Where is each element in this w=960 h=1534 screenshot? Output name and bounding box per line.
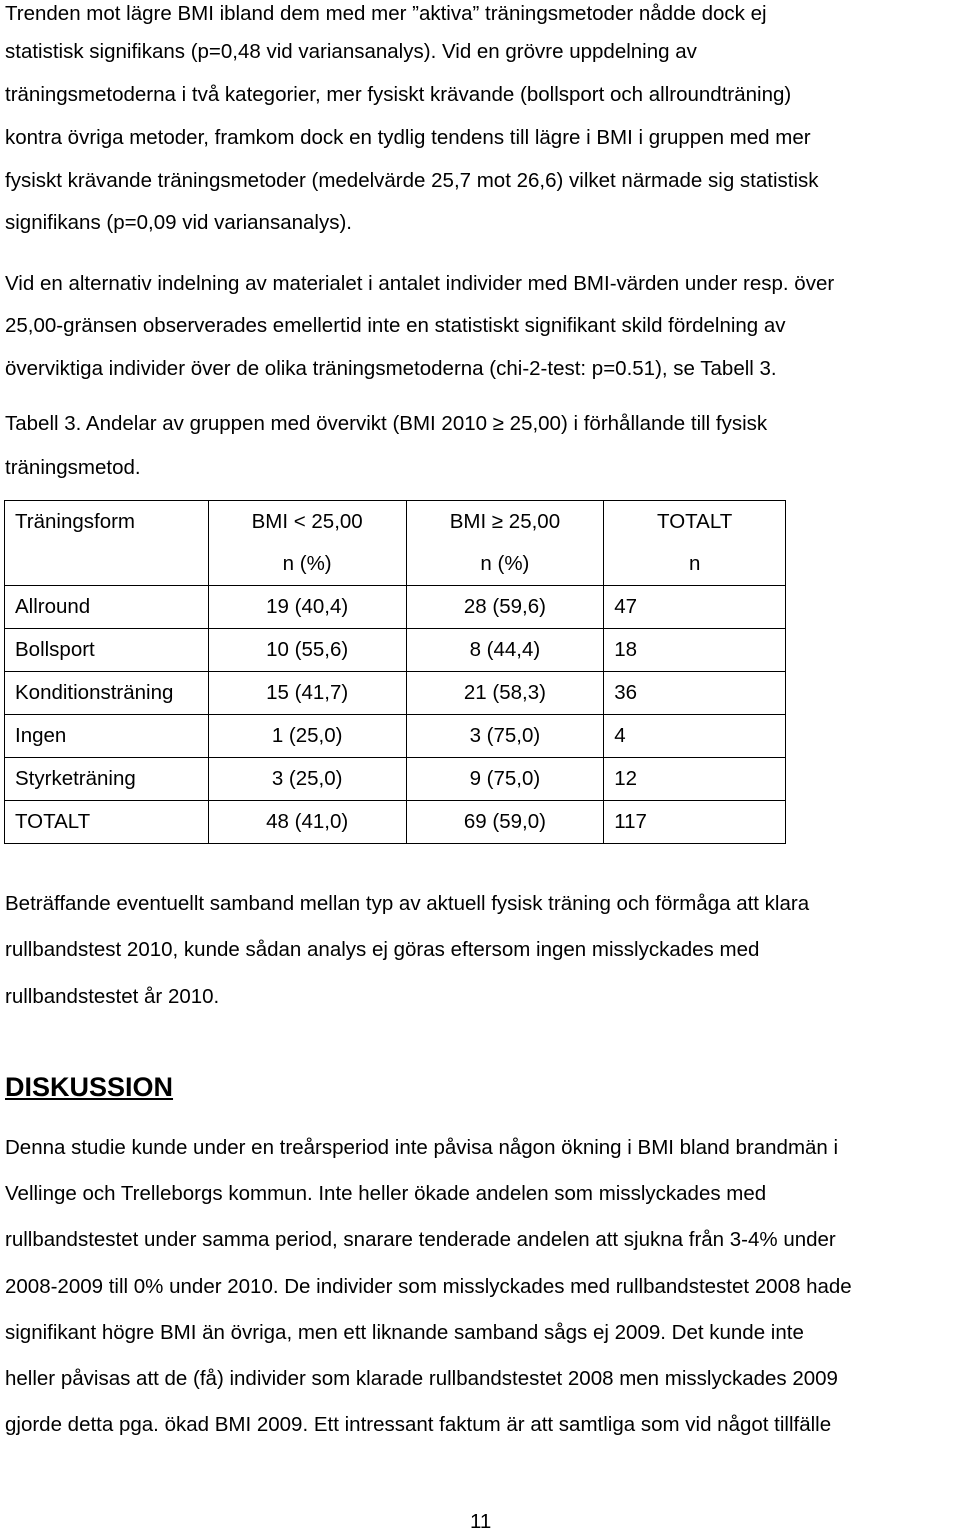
row-label: TOTALT (5, 801, 209, 844)
paragraph-1-line-2: statistisk signifikans (p=0,48 vid variansanalys). Vid en grövre uppdelning av (5, 40, 697, 63)
subheader-cell: n (%) (208, 543, 406, 586)
paragraph-4-line-4: 2008-2009 till 0% under 2010. De individer som misslyckades med rullbandstestet 2008 hade (5, 1275, 852, 1298)
table-row (5, 672, 786, 715)
cell-above-25: 3 (75,0) (406, 715, 604, 758)
cell-below-25: 3 (25,0) (208, 758, 406, 801)
cell-below-25: 48 (41,0) (208, 801, 406, 844)
paragraph-4-line-3: rullbandstestet under samma period, snarare tenderade andelen att sjukna från 3-4% under (5, 1228, 836, 1251)
header-cell: BMI ≥ 25,00 (406, 501, 604, 544)
row-label: Styrketräning (5, 758, 209, 801)
cell-total: 18 (604, 629, 786, 672)
header-cell: Träningsform (5, 501, 209, 544)
paragraph-1-line-3: träningsmetoderna i två kategorier, mer fysiskt krävande (bollsport och allroundträning) (5, 83, 792, 106)
cell-above-25: 9 (75,0) (406, 758, 604, 801)
table-row (5, 758, 786, 801)
paragraph-2-line-2: 25,00-gränsen observerades emellertid inte en statistiskt signifikant skild fördelning av (5, 314, 786, 337)
cell-below-25: 15 (41,7) (208, 672, 406, 715)
cell-total: 36 (604, 672, 786, 715)
table-row (5, 586, 786, 629)
paragraph-4-line-2: Vellinge och Trelleborgs kommun. Inte heller ökade andelen som misslyckades med (5, 1182, 767, 1205)
cell-total: 47 (604, 586, 786, 629)
subheader-cell (5, 543, 209, 586)
row-label: Allround (5, 586, 209, 629)
cell-below-25: 10 (55,6) (208, 629, 406, 672)
paragraph-1-line-4: kontra övriga metoder, framkom dock en tydlig tendens till lägre i BMI i gruppen med mer (5, 126, 811, 149)
paragraph-4-line-5: signifikant högre BMI än övriga, men ett liknande samband sågs ej 2009. Det kunde inte (5, 1321, 804, 1344)
table-row (5, 715, 786, 758)
header-cell: BMI < 25,00 (208, 501, 406, 544)
cell-above-25: 69 (59,0) (406, 801, 604, 844)
row-label: Ingen (5, 715, 209, 758)
section-heading: DISKUSSION (5, 1072, 174, 1102)
paragraph-4-line-7: gjorde detta pga. ökad BMI 2009. Ett intressant faktum är att samtliga som vid något tillfälle (5, 1413, 832, 1436)
table-row-total (5, 801, 786, 844)
table-subheader-row (5, 543, 786, 586)
paragraph-1-line-6: signifikans (p=0,09 vid variansanalys). (5, 211, 352, 234)
page-number: 11 (470, 1510, 492, 1533)
table-row (5, 629, 786, 672)
row-label: Bollsport (5, 629, 209, 672)
paragraph-3-line-3: rullbandstestet år 2010. (5, 985, 220, 1008)
table-header-row (5, 501, 786, 544)
paragraph-2-line-3: överviktiga individer över de olika träningsmetoderna (chi-2-test: p=0.51), se Tabell 3. (5, 357, 777, 380)
cell-above-25: 8 (44,4) (406, 629, 604, 672)
paragraph-4-line-6: heller påvisas att de (få) individer som klarade rullbandstestet 2008 men misslyckades 2009 (5, 1367, 838, 1390)
cell-below-25: 19 (40,4) (208, 586, 406, 629)
cell-total: 4 (604, 715, 786, 758)
paragraph-4-line-1: Denna studie kunde under en treårsperiod inte påvisa någon ökning i BMI bland brandmän i (5, 1136, 839, 1159)
header-cell: TOTALT (604, 501, 786, 544)
subheader-cell: n (%) (406, 543, 604, 586)
cell-total: 117 (604, 801, 786, 844)
cell-above-25: 21 (58,3) (406, 672, 604, 715)
cell-above-25: 28 (59,6) (406, 586, 604, 629)
paragraph-2-line-1: Vid en alternativ indelning av materialet i antalet individer med BMI-värden under resp. över (5, 272, 835, 295)
paragraph-3-line-1: Beträffande eventuellt samband mellan typ av aktuell fysisk träning och förmåga att klara (5, 892, 810, 915)
table-caption-line-1: Tabell 3. Andelar av gruppen med övervikt (BMI 2010 ≥ 25,00) i förhållande till fysisk (5, 412, 768, 435)
table-caption-line-2: träningsmetod. (5, 456, 141, 479)
paragraph-1-line-5: fysiskt krävande träningsmetoder (medelvärde 25,7 mot 26,6) vilket närmade sig statistisk (5, 169, 819, 192)
cell-total: 12 (604, 758, 786, 801)
table-3 (4, 500, 786, 844)
subheader-cell: n (604, 543, 786, 586)
row-label: Konditionsträning (5, 672, 209, 715)
cell-below-25: 1 (25,0) (208, 715, 406, 758)
paragraph-1-line-1: Trenden mot lägre BMI ibland dem med mer ”aktiva” träningsmetoder nådde dock ej (5, 2, 767, 25)
paragraph-3-line-2: rullbandstest 2010, kunde sådan analys ej göras eftersom ingen misslyckades med (5, 938, 760, 961)
